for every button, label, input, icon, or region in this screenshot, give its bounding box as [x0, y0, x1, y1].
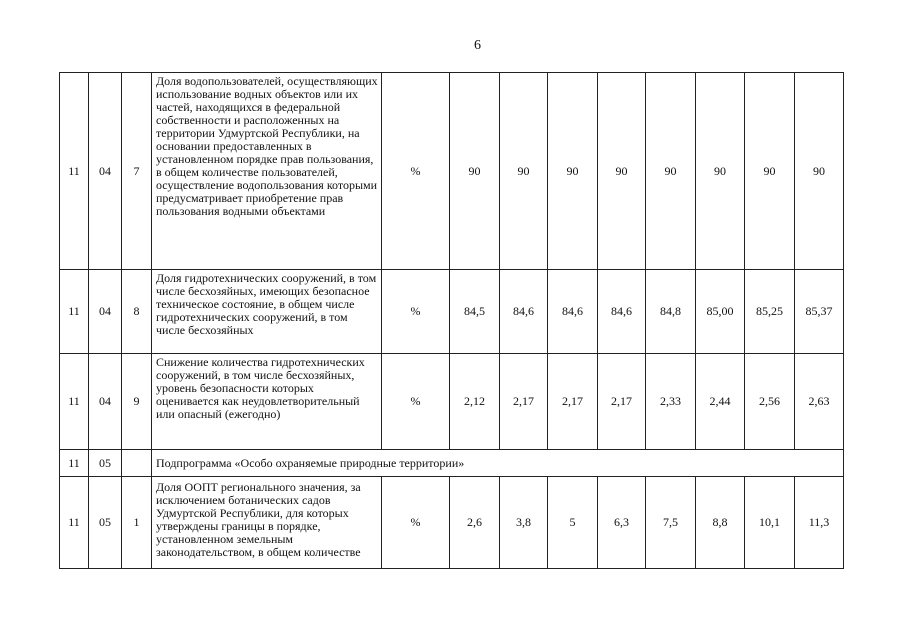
value-cell: 85,00: [696, 270, 745, 354]
value-cell: 84,6: [548, 270, 598, 354]
gp-code: 11: [60, 477, 89, 569]
value-cell: 6,3: [598, 477, 646, 569]
indicator-description: Доля водопользователей, осуществляющих использование водных объектов или их частей, находящихся в федеральной собственности и расположенных на территории Удмуртской Республики, на основании предоставленных в установленном порядке прав пользования, в общем количестве пользователей, осуществление водопользования которыми предусматривает приобретение прав пользования водными объектами: [152, 73, 382, 270]
indicator-number: [122, 450, 152, 477]
subprogram-title: Подпрограмма «Особо охраняемые природные территории»: [152, 450, 844, 477]
pp-code: 04: [89, 73, 122, 270]
gp-code: 11: [60, 73, 89, 270]
unit: %: [382, 477, 450, 569]
indicator-number: 7: [122, 73, 152, 270]
value-cell: 90: [548, 73, 598, 270]
subprogram-row: [60, 450, 844, 477]
value-cell: 84,8: [646, 270, 696, 354]
value-cell: 3,8: [500, 477, 548, 569]
value-cell: 8,8: [696, 477, 745, 569]
value-cell: 2,44: [696, 354, 745, 450]
value-cell: 2,17: [548, 354, 598, 450]
indicator-number: 9: [122, 354, 152, 450]
table-row: [60, 477, 844, 569]
table-row: [60, 73, 844, 270]
value-cell: 10,1: [745, 477, 795, 569]
unit: %: [382, 73, 450, 270]
value-cell: 2,17: [598, 354, 646, 450]
pp-code: 04: [89, 354, 122, 450]
value-cell: 5: [548, 477, 598, 569]
pp-code: 05: [89, 477, 122, 569]
indicator-number: 1: [122, 477, 152, 569]
value-cell: 2,63: [795, 354, 844, 450]
unit: %: [382, 270, 450, 354]
value-cell: 2,17: [500, 354, 548, 450]
indicators-table: [59, 72, 844, 569]
gp-code: 11: [60, 354, 89, 450]
value-cell: 7,5: [646, 477, 696, 569]
gp-code: 11: [60, 270, 89, 354]
value-cell: 90: [500, 73, 548, 270]
value-cell: 84,6: [598, 270, 646, 354]
pp-code: 04: [89, 270, 122, 354]
page-number: 6: [474, 38, 481, 53]
gp-code: 11: [60, 450, 89, 477]
unit: %: [382, 354, 450, 450]
indicator-description: Доля гидротехнических сооружений, в том числе бесхозяйных, имеющих безопасное техническое состояние, в общем числе гидротехнических сооружений, в том числе бесхозяйных: [152, 270, 382, 354]
value-cell: 90: [696, 73, 745, 270]
indicator-description: Снижение количества гидротехнических сооружений, в том числе бесхозяйных, уровень безопасности которых оценивается как неудовлетворительный или опасный (ежегодно): [152, 354, 382, 450]
value-cell: 90: [598, 73, 646, 270]
value-cell: 84,5: [450, 270, 500, 354]
value-cell: 2,56: [745, 354, 795, 450]
value-cell: 90: [646, 73, 696, 270]
value-cell: 2,33: [646, 354, 696, 450]
value-cell: 2,6: [450, 477, 500, 569]
value-cell: 85,25: [745, 270, 795, 354]
value-cell: 85,37: [795, 270, 844, 354]
indicator-number: 8: [122, 270, 152, 354]
value-cell: 2,12: [450, 354, 500, 450]
table-row: [60, 270, 844, 354]
indicator-description: Доля ООПТ регионального значения, за исключением ботанических садов Удмуртской Республики, для которых утверждены границы в порядке, установленном земельным законодательством, в общем количестве: [152, 477, 382, 569]
value-cell: 11,3: [795, 477, 844, 569]
table-row: [60, 354, 844, 450]
value-cell: 90: [745, 73, 795, 270]
value-cell: 90: [795, 73, 844, 270]
value-cell: 90: [450, 73, 500, 270]
pp-code: 05: [89, 450, 122, 477]
value-cell: 84,6: [500, 270, 548, 354]
